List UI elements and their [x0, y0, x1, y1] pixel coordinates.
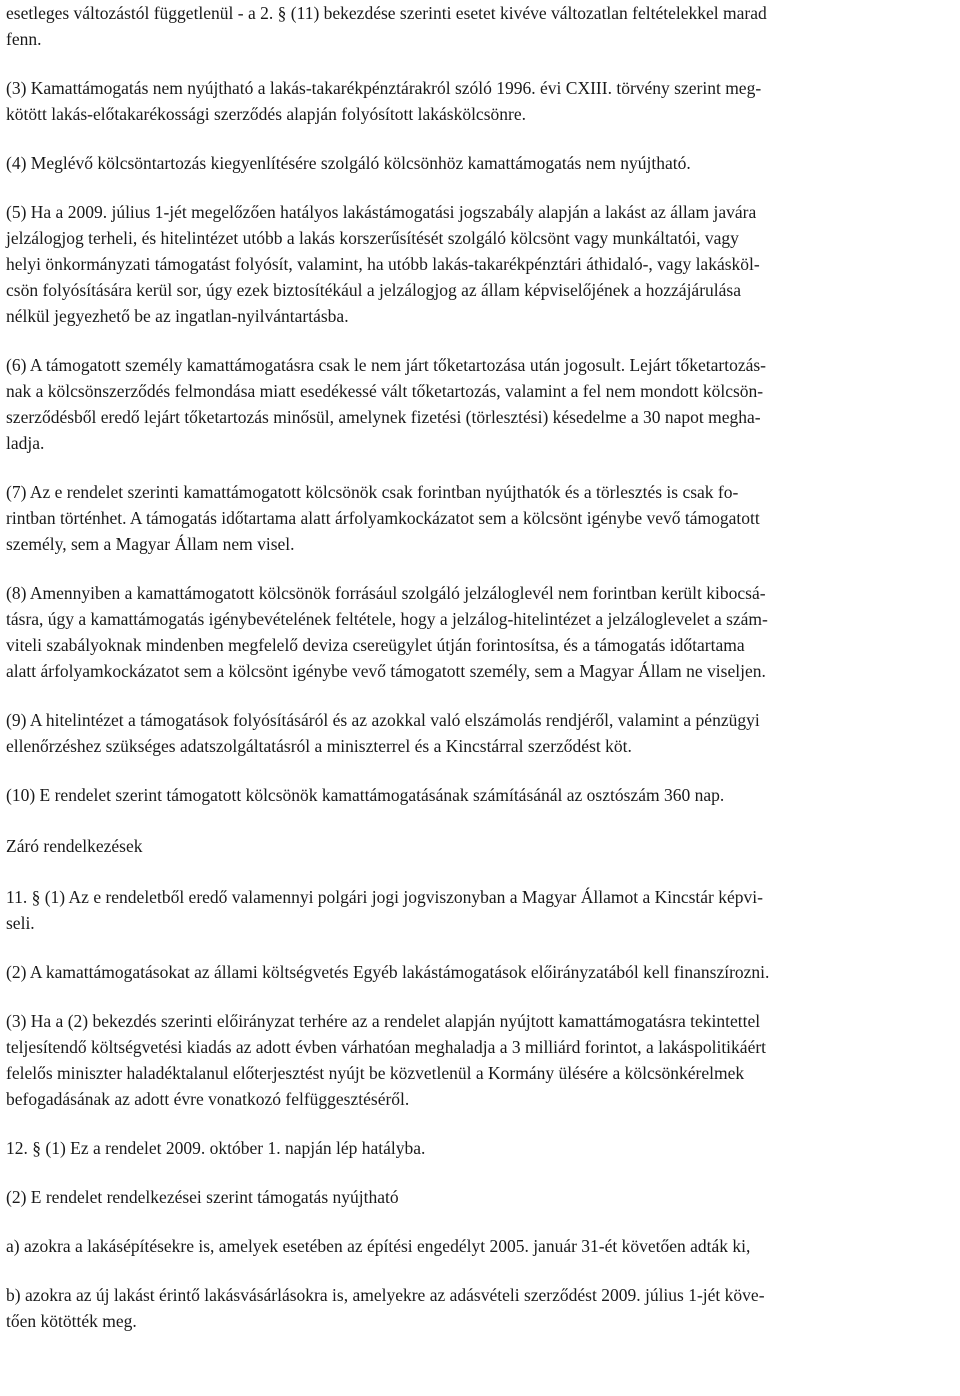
paragraph-9: (9) A hitelintézet a támogatások folyósításáról és az azokkal való elszámolás rendjéről, valamint a pénzügyi ellenőrzéshez szükséges adatszolgáltatásról a miniszterrel és a Kincstárral szerződést köt.: [6, 710, 760, 756]
section-11-paragraph-1: 11. § (1) Az e rendeletből eredő valamennyi polgári jogi jogviszonyban a Magyar Államot a Kincstár képvi- seli.: [6, 887, 763, 933]
document-page: [6, 0, 956, 1334]
paragraph-continuation: esetleges változástól függetlenül - a 2. § (11) bekezdése szerinti esetet kivéve változatlan feltételekkel marad fenn.: [6, 3, 767, 49]
section-12-item-a: a) azokra a lakásépítésekre is, amelyek esetében az építési engedélyt 2005. január 31-ét követően adták ki,: [6, 1236, 751, 1256]
section-11-paragraph-3: (3) Ha a (2) bekezdés szerinti előirányzat terhére az a rendelet alapján nyújtott kamattámogatásra tekintettel teljesítendő költségvetési kiadás az adott évben várhatóan meghaladja a 3 milliárd forintot, a lakáspolitikáért felelős miniszter haladéktalanul előterjesztést nyújt be közvetlenül a Kormány ülésére a kölcsönkérelmek befogadásának az adott évre vonatkozó felfüggesztéséről.: [6, 1011, 767, 1109]
paragraph-6: (6) A támogatott személy kamattámogatásra csak le nem járt tőketartozása után jogosult. Lejárt tőketartozás- nak a kölcsönszerződés felmondása miatt esedékessé vált tőketartozás, valamint a fel nem mondott kölcsön- szerződésből eredő lejárt tőketartozás minősül, amelynek fizetési (törlesztési) késedelme a 30 napot megha- ladja.: [6, 355, 767, 453]
section-12-paragraph-2: (2) E rendelet rendelkezései szerint támogatás nyújtható: [6, 1187, 399, 1207]
section-heading: Záró rendelkezések: [6, 836, 143, 856]
paragraph-8: (8) Amennyiben a kamattámogatott kölcsönök forrásául szolgáló jelzáloglevél nem forintban került kibocsá- tásra, úgy a kamattámogatás igénybevételének feltétele, hogy a jelzálog-hitelintézet a jelzáloglevelet a szám- viteli szabályoknak mindenben megfelelő deviza csereügylet útján forintosítsa, és a támogatás időtartama alatt árfolyamkockázatot sem a kölcsönt igénybe vevő támogatott személy, sem a Magyar Állam ne viseljen.: [6, 583, 768, 681]
section-12-paragraph-1: 12. § (1) Ez a rendelet 2009. október 1. napján lép hatályba.: [6, 1138, 426, 1158]
paragraph-5: (5) Ha a 2009. július 1-jét megelőzően hatályos lakástámogatási jogszabály alapján a lakást az állam javára jelzálogjog terheli, és hitelintézet utóbb a lakás korszerűsítését szolgáló kölcsönt vagy munkáltatói, vagy helyi önkormányzati támogatást folyósít, valamint, ha utóbb lakás-takarékpénztári áthidaló-, vagy lakásköl- csön folyósítására kerül sor, úgy ezek biztosítékául a jelzálogjog az állam képviselőjének a hozzájárulása nélkül jegyezhető be az ingatlan-nyilvántartásba.: [6, 202, 760, 326]
paragraph-4: (4) Meglévő kölcsöntartozás kiegyenlítésére szolgáló kölcsönhöz kamattámogatás nem nyújtható.: [6, 153, 691, 173]
section-12-item-b: b) azokra az új lakást érintő lakásvásárlásokra is, amelyekre az adásvételi szerződést 2009. július 1-jét köve- tően kötötték meg.: [6, 1285, 765, 1331]
paragraph-3: (3) Kamattámogatás nem nyújtható a lakás-takarékpénztárakról szóló 1996. évi CXIII. törvény szerint meg- kötött lakás-előtakarékossági szerződés alapján folyósított lakáskölcsönre.: [6, 78, 762, 124]
paragraph-7: (7) Az e rendelet szerinti kamattámogatott kölcsönök csak forintban nyújthatók és a törlesztés is csak fo- rintban történhet. A támogatás időtartama alatt árfolyamkockázatot sem a kölcsönt igénybe vevő támogatott személy, sem a Magyar Állam nem visel.: [6, 482, 760, 554]
paragraph-10: (10) E rendelet szerint támogatott kölcsönök kamattámogatásának számításánál az osztószám 360 nap.: [6, 785, 725, 805]
section-11-paragraph-2: (2) A kamattámogatásokat az állami költségvetés Egyéb lakástámogatások előirányzatából kell finanszírozni.: [6, 962, 770, 982]
